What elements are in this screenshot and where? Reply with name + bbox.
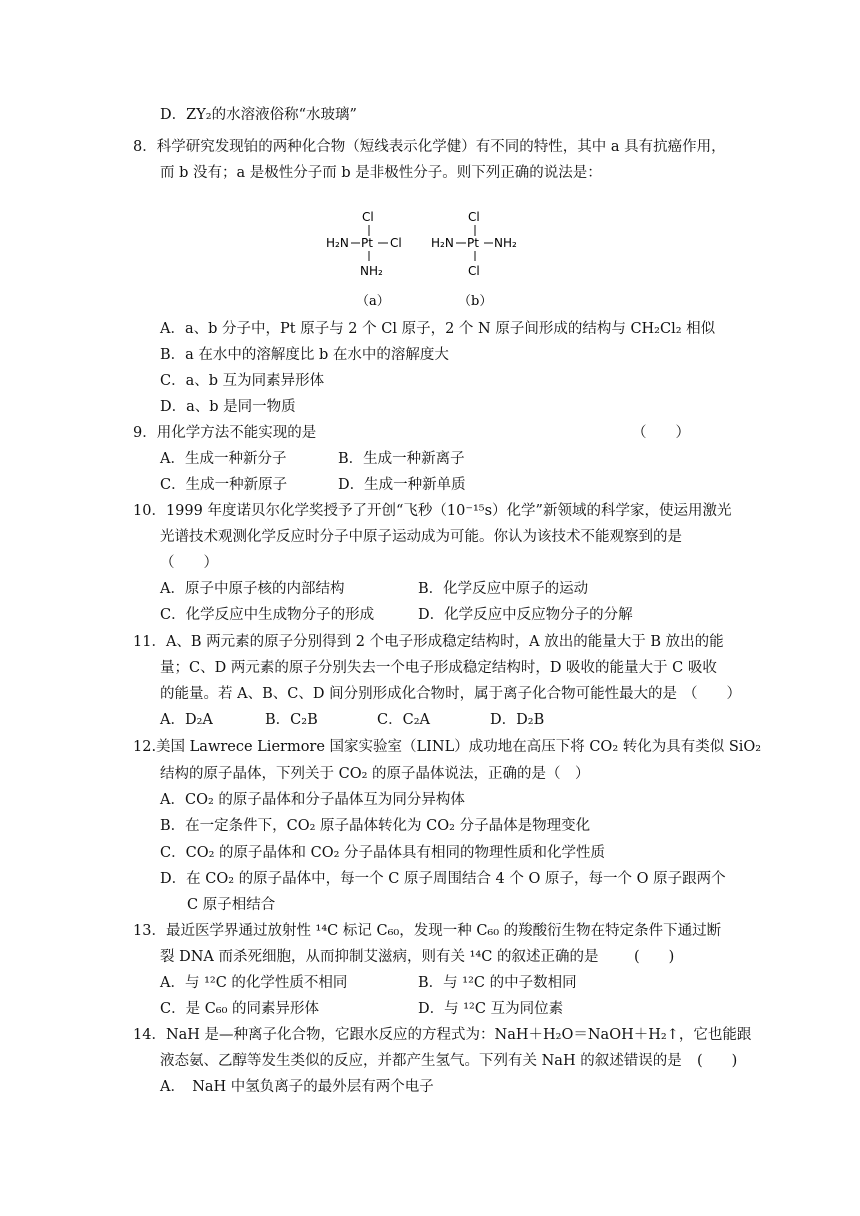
q11-stem-line3: 的能量。若 A、B、C、D 间分别形成化合物时，属于离子化合物可能性最大的是 [160,686,678,702]
q8-option-a: A．a、b 分子中，Pt 原子与 2 个 Cl 原子，2 个 N 原子间形成的结构与 CH₂Cl₂ 相似 [160,321,716,337]
q13-stem-line1: 13．最近医学界通过放射性 ¹⁴C 标记 C₆₀，发现一种 C₆₀ 的羧酸衍生物在特定条件下通过断 [133,923,722,939]
q13-stem-line2: 裂 DNA 而杀死细胞，从而抑制艾滋病，则有关 ¹⁴C 的叙述正确的是 [160,949,599,965]
molecule-b-bottom: Cl [468,264,480,278]
q14-stem-line2: 液态氨、乙醇等发生类似的反应，并都产生氢气。下列有关 NaH 的叙述错误的是 [160,1053,682,1069]
q8-stem-line2: 而 b 没有；a 是极性分子而 b 是非极性分子。则下列正确的说法是： [160,165,602,181]
q12-option-b: B．在一定条件下，CO₂ 原子晶体转化为 CO₂ 分子晶体是物理变化 [160,818,591,834]
q11-option-a: A．D₂A [160,712,213,728]
molecule-a-right: Cl [390,236,402,250]
q9-option-a: A．生成一种新分子 [160,451,287,467]
q11-stem-line1: 11．A、B 两元素的原子分别得到 2 个电子形成稳定结构时，A 放出的能量大于 B 放出的能 [133,634,724,650]
q14-answer-blank: ( ) [697,1053,738,1069]
q8-option-d: D．a、b 是同一物质 [160,399,296,415]
caption-a: （a） [356,294,390,309]
q9-option-b: B．生成一种新离子 [338,451,465,467]
molecule-a-left: H₂N [326,236,349,250]
molecule-a [326,210,402,278]
q10-answer-blank: （ ） [160,555,218,571]
q12-stem-line1: 12.美国 Lawrece Liermore 国家实验室（LINL）成功地在高压下将 CO₂ 转化为具有类似 SiO₂ [133,739,762,755]
q8-option-c: C．a、b 互为同素异形体 [160,373,325,389]
q10-option-a: A．原子中原子核的内部结构 [160,581,345,597]
molecule-a-bottom: NH₂ [360,264,383,278]
q11-option-b: B．C₂B [265,712,318,728]
q10-stem-line2: 光谱技术观测化学反应时分子中原子运动成为可能。你认为该技术不能观察到的是 [160,529,682,545]
q12-option-d: D．在 CO₂ 的原子晶体中，每一个 C 原子周围结合 4 个 O 原子，每一个 O 原子跟两个 [160,871,726,887]
q11-stem-line2: 量；C、D 两元素的原子分别失去一个电子形成稳定结构时，D 吸收的能量大于 C 吸收 [160,660,717,676]
q11-option-c: C．C₂A [377,712,430,728]
q10-stem-line1: 10．1999 年度诺贝尔化学奖授予了开创“飞秒（10⁻¹⁵s）化学”新领域的科学家，使运用激光 [133,503,732,519]
q9-stem: 9．用化学方法不能实现的是 [133,425,317,441]
q13-option-b: B．与 ¹²C 的中子数相同 [418,975,577,991]
q14-option-a: A． NaH 中氢负离子的最外层有两个电子 [160,1079,434,1095]
q9-option-c: C．生成一种新原子 [160,477,288,493]
q14-stem-line1: 14．NaH 是—种离子化合物，它跟水反应的方程式为：NaH＋H₂O＝NaOH＋H₂↑，它也能跟 [133,1027,752,1043]
q11-option-d: D．D₂B [490,712,545,728]
molecule-b-top: Cl [468,210,480,224]
molecule-a-top: Cl [362,210,374,224]
q10-option-d: D．化学反应中反应物分子的分解 [418,607,633,623]
q7-option-d: D．ZY₂的水溶液俗称“水玻璃” [160,107,357,123]
q13-option-d: D．与 ¹²C 互为同位素 [418,1001,564,1017]
platinum-compounds-figure [318,203,538,313]
q10-option-c: C．化学反应中生成物分子的形成 [160,607,375,623]
q13-option-a: A．与 ¹²C 的化学性质不相同 [160,975,348,991]
q9-answer-blank: （ ） [632,425,690,441]
q12-option-c: C．CO₂ 的原子晶体和 CO₂ 分子晶体具有相同的物理性质和化学性质 [160,845,606,861]
molecule-b [431,210,517,278]
q13-answer-blank: ( ) [634,949,675,965]
q8-option-b: B．a 在水中的溶解度比 b 在水中的溶解度大 [160,347,449,363]
q10-option-b: B．化学反应中原子的运动 [418,581,589,597]
molecule-b-right: NH₂ [494,236,517,250]
q9-option-d: D．生成一种新单质 [338,477,466,493]
q13-option-c: C．是 C₆₀ 的同素异形体 [160,1001,320,1017]
q8-stem-line1: 8．科学研究发现铂的两种化合物（短线表示化学健）有不同的特性，其中 a 具有抗癌作用， [133,139,726,155]
q12-option-a: A．CO₂ 的原子晶体和分子晶体互为同分异构体 [160,792,465,808]
q12-option-d-cont: C 原子相结合 [187,897,276,913]
q11-answer-blank: （ ） [683,686,741,702]
molecule-b-center: Pt [467,236,479,250]
molecule-a-center: Pt [361,236,373,250]
q12-stem-line2: 结构的原子晶体，下列关于 CO₂ 的原子晶体说法，正确的是（ ） [160,766,590,782]
caption-b: （b） [458,294,493,309]
molecule-b-left: H₂N [431,236,454,250]
